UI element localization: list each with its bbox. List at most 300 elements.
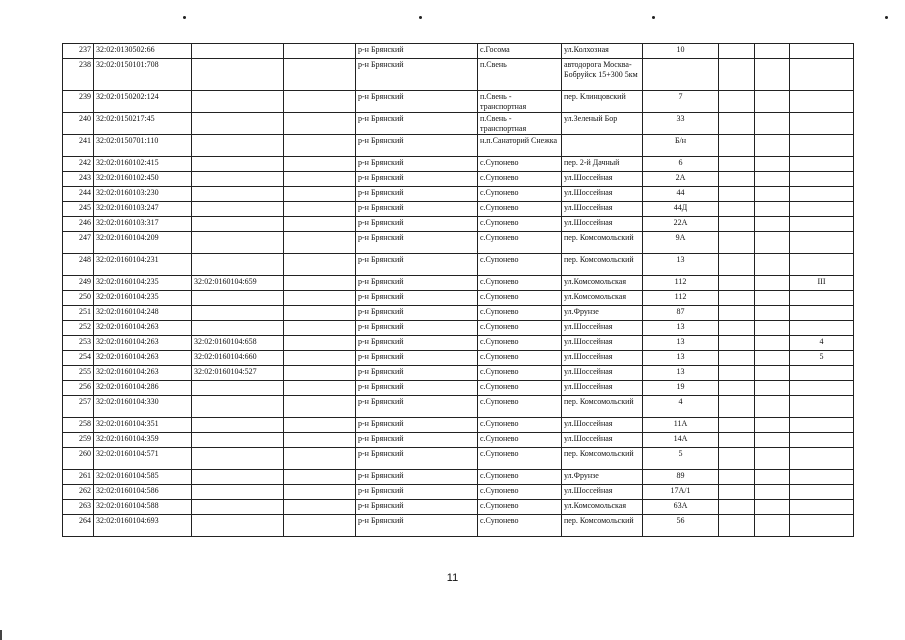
locality-cell: с.Супонево bbox=[478, 254, 562, 276]
empty-cell bbox=[755, 470, 790, 485]
empty-cell bbox=[755, 291, 790, 306]
apartment-cell bbox=[790, 485, 854, 500]
district-cell: р-н Брянский bbox=[356, 336, 478, 351]
cadastral-number: 32:02:0160104:588 bbox=[94, 500, 192, 515]
empty-cell bbox=[719, 91, 755, 113]
locality-cell: с.Супонево bbox=[478, 172, 562, 187]
locality-cell: с.Супонево bbox=[478, 336, 562, 351]
empty-cell bbox=[755, 135, 790, 157]
empty-cell bbox=[719, 276, 755, 291]
empty-cell bbox=[719, 217, 755, 232]
empty-cell bbox=[284, 485, 356, 500]
empty-cell bbox=[284, 135, 356, 157]
empty-cell bbox=[284, 44, 356, 59]
cadastral-number: 32:02:0160104:235 bbox=[94, 291, 192, 306]
locality-cell: с.Супонево bbox=[478, 351, 562, 366]
cadastral-number: 32:02:0160104:248 bbox=[94, 306, 192, 321]
street-cell: ул.Зеленый Бор bbox=[562, 113, 643, 135]
row-number: 258 bbox=[63, 418, 94, 433]
locality-cell: с.Супонево bbox=[478, 418, 562, 433]
locality-cell: с.Супонево bbox=[478, 515, 562, 537]
empty-cell bbox=[755, 254, 790, 276]
locality-cell: с.Супонево bbox=[478, 381, 562, 396]
table-row bbox=[63, 217, 854, 232]
house-number-cell: 7 bbox=[643, 91, 719, 113]
apartment-cell bbox=[790, 396, 854, 418]
locality-cell: п.Свень bbox=[478, 59, 562, 91]
empty-cell bbox=[284, 336, 356, 351]
related-cadastral-number: 32:02:0160104:658 bbox=[192, 336, 284, 351]
house-number-cell: 11А bbox=[643, 418, 719, 433]
table-row bbox=[63, 515, 854, 537]
district-cell: р-н Брянский bbox=[356, 351, 478, 366]
locality-cell: с.Супонево bbox=[478, 433, 562, 448]
binder-dot-2 bbox=[419, 16, 422, 19]
related-cadastral-number bbox=[192, 232, 284, 254]
row-number: 263 bbox=[63, 500, 94, 515]
empty-cell bbox=[755, 396, 790, 418]
empty-cell bbox=[719, 291, 755, 306]
empty-cell bbox=[755, 113, 790, 135]
district-cell: р-н Брянский bbox=[356, 172, 478, 187]
empty-cell bbox=[284, 351, 356, 366]
cadastral-number: 32:02:0160104:263 bbox=[94, 351, 192, 366]
cadastral-number: 32:02:0160104:693 bbox=[94, 515, 192, 537]
related-cadastral-number bbox=[192, 515, 284, 537]
related-cadastral-number bbox=[192, 291, 284, 306]
empty-cell bbox=[284, 187, 356, 202]
apartment-cell bbox=[790, 515, 854, 537]
street-cell: ул.Шоссейная bbox=[562, 433, 643, 448]
locality-cell: н.п.Санаторий Снежка bbox=[478, 135, 562, 157]
cadastral-number: 32:02:0160104:586 bbox=[94, 485, 192, 500]
row-number: 237 bbox=[63, 44, 94, 59]
row-number: 248 bbox=[63, 254, 94, 276]
cadastral-number: 32:02:0160104:585 bbox=[94, 470, 192, 485]
street-cell: ул.Шоссейная bbox=[562, 418, 643, 433]
related-cadastral-number bbox=[192, 44, 284, 59]
empty-cell bbox=[719, 351, 755, 366]
row-number: 253 bbox=[63, 336, 94, 351]
empty-cell bbox=[719, 172, 755, 187]
empty-cell bbox=[755, 418, 790, 433]
house-number-cell: 89 bbox=[643, 470, 719, 485]
apartment-cell: 4 bbox=[790, 336, 854, 351]
table-row bbox=[63, 44, 854, 59]
house-number-cell: 13 bbox=[643, 321, 719, 336]
apartment-cell bbox=[790, 418, 854, 433]
apartment-cell bbox=[790, 448, 854, 470]
house-number-cell: 19 bbox=[643, 381, 719, 396]
empty-cell bbox=[755, 44, 790, 59]
apartment-cell bbox=[790, 44, 854, 59]
empty-cell bbox=[755, 485, 790, 500]
table-row bbox=[63, 91, 854, 113]
table-row bbox=[63, 366, 854, 381]
empty-cell bbox=[755, 515, 790, 537]
empty-cell bbox=[719, 418, 755, 433]
house-number-cell: 87 bbox=[643, 306, 719, 321]
table-row bbox=[63, 418, 854, 433]
locality-cell: с.Супонево bbox=[478, 470, 562, 485]
row-number: 249 bbox=[63, 276, 94, 291]
locality-cell: с.Супонево bbox=[478, 500, 562, 515]
cadastral-number: 32:02:0160104:231 bbox=[94, 254, 192, 276]
row-number: 245 bbox=[63, 202, 94, 217]
related-cadastral-number bbox=[192, 306, 284, 321]
locality-cell: с.Супонево bbox=[478, 276, 562, 291]
empty-cell bbox=[284, 366, 356, 381]
related-cadastral-number bbox=[192, 254, 284, 276]
house-number-cell: 56 bbox=[643, 515, 719, 537]
related-cadastral-number bbox=[192, 381, 284, 396]
empty-cell bbox=[284, 515, 356, 537]
apartment-cell bbox=[790, 157, 854, 172]
empty-cell bbox=[284, 157, 356, 172]
district-cell: р-н Брянский bbox=[356, 485, 478, 500]
apartment-cell bbox=[790, 470, 854, 485]
locality-cell: с.Госома bbox=[478, 44, 562, 59]
empty-cell bbox=[719, 500, 755, 515]
empty-cell bbox=[284, 433, 356, 448]
street-cell: ул.Колхозная bbox=[562, 44, 643, 59]
house-number-cell: 22А bbox=[643, 217, 719, 232]
empty-cell bbox=[755, 202, 790, 217]
street-cell: ул.Шоссейная bbox=[562, 366, 643, 381]
row-number: 243 bbox=[63, 172, 94, 187]
table-row bbox=[63, 276, 854, 291]
empty-cell bbox=[755, 351, 790, 366]
related-cadastral-number bbox=[192, 396, 284, 418]
locality-cell: с.Супонево bbox=[478, 485, 562, 500]
empty-cell bbox=[719, 448, 755, 470]
table-row bbox=[63, 232, 854, 254]
cadastral-number: 32:02:0160104:286 bbox=[94, 381, 192, 396]
binder-dot-3 bbox=[652, 16, 655, 19]
cadastral-number: 32:02:0130502:66 bbox=[94, 44, 192, 59]
district-cell: р-н Брянский bbox=[356, 202, 478, 217]
street-cell: ул.Шоссейная bbox=[562, 381, 643, 396]
district-cell: р-н Брянский bbox=[356, 232, 478, 254]
row-number: 256 bbox=[63, 381, 94, 396]
row-number: 254 bbox=[63, 351, 94, 366]
locality-cell: с.Супонево bbox=[478, 321, 562, 336]
row-number: 246 bbox=[63, 217, 94, 232]
row-number: 250 bbox=[63, 291, 94, 306]
apartment-cell bbox=[790, 113, 854, 135]
table-row bbox=[63, 202, 854, 217]
district-cell: р-н Брянский bbox=[356, 91, 478, 113]
locality-cell: с.Супонево bbox=[478, 291, 562, 306]
empty-cell bbox=[719, 381, 755, 396]
row-number: 242 bbox=[63, 157, 94, 172]
street-cell: пер. Комсомольский bbox=[562, 448, 643, 470]
street-cell: пер. Комсомольский bbox=[562, 232, 643, 254]
district-cell: р-н Брянский bbox=[356, 470, 478, 485]
street-cell: ул.Фрунзе bbox=[562, 470, 643, 485]
apartment-cell: III bbox=[790, 276, 854, 291]
district-cell: р-н Брянский bbox=[356, 254, 478, 276]
locality-cell: с.Супонево bbox=[478, 202, 562, 217]
district-cell: р-н Брянский bbox=[356, 59, 478, 91]
empty-cell bbox=[284, 381, 356, 396]
house-number-cell: 112 bbox=[643, 276, 719, 291]
street-cell: ул.Комсомольская bbox=[562, 276, 643, 291]
cadastral-number: 32:02:0150701:110 bbox=[94, 135, 192, 157]
cadastral-number: 32:02:0160104:263 bbox=[94, 321, 192, 336]
street-cell: ул.Шоссейная bbox=[562, 485, 643, 500]
related-cadastral-number bbox=[192, 187, 284, 202]
street-cell bbox=[562, 135, 643, 157]
district-cell: р-н Брянский bbox=[356, 157, 478, 172]
row-number: 262 bbox=[63, 485, 94, 500]
house-number-cell: 44Д bbox=[643, 202, 719, 217]
house-number-cell: 13 bbox=[643, 254, 719, 276]
cadastral-number: 32:02:0150202:124 bbox=[94, 91, 192, 113]
district-cell: р-н Брянский bbox=[356, 187, 478, 202]
locality-cell: с.Супонево bbox=[478, 366, 562, 381]
row-number: 251 bbox=[63, 306, 94, 321]
empty-cell bbox=[284, 254, 356, 276]
apartment-cell bbox=[790, 202, 854, 217]
street-cell: пер. Комсомольский bbox=[562, 515, 643, 537]
related-cadastral-number bbox=[192, 433, 284, 448]
locality-cell: с.Супонево bbox=[478, 232, 562, 254]
empty-cell bbox=[755, 448, 790, 470]
district-cell: р-н Брянский bbox=[356, 44, 478, 59]
table-row bbox=[63, 485, 854, 500]
apartment-cell bbox=[790, 306, 854, 321]
empty-cell bbox=[755, 433, 790, 448]
related-cadastral-number bbox=[192, 418, 284, 433]
empty-cell bbox=[284, 321, 356, 336]
empty-cell bbox=[284, 448, 356, 470]
district-cell: р-н Брянский bbox=[356, 291, 478, 306]
table-row bbox=[63, 336, 854, 351]
district-cell: р-н Брянский bbox=[356, 113, 478, 135]
empty-cell bbox=[284, 232, 356, 254]
house-number-cell: 17А/1 bbox=[643, 485, 719, 500]
empty-cell bbox=[755, 187, 790, 202]
empty-cell bbox=[755, 500, 790, 515]
row-number: 257 bbox=[63, 396, 94, 418]
empty-cell bbox=[719, 336, 755, 351]
table-row bbox=[63, 306, 854, 321]
locality-cell: с.Супонево bbox=[478, 187, 562, 202]
apartment-cell bbox=[790, 366, 854, 381]
cadastral-number: 32:02:0160103:317 bbox=[94, 217, 192, 232]
related-cadastral-number bbox=[192, 157, 284, 172]
street-cell: пер. Клинцовский bbox=[562, 91, 643, 113]
house-number-cell: 112 bbox=[643, 291, 719, 306]
empty-cell bbox=[719, 113, 755, 135]
house-number-cell: 5 bbox=[643, 448, 719, 470]
table-row bbox=[63, 381, 854, 396]
apartment-cell bbox=[790, 232, 854, 254]
row-number: 259 bbox=[63, 433, 94, 448]
district-cell: р-н Брянский bbox=[356, 396, 478, 418]
apartment-cell: 5 bbox=[790, 351, 854, 366]
apartment-cell bbox=[790, 91, 854, 113]
district-cell: р-н Брянский bbox=[356, 321, 478, 336]
district-cell: р-н Брянский bbox=[356, 217, 478, 232]
related-cadastral-number bbox=[192, 135, 284, 157]
table-row bbox=[63, 291, 854, 306]
cadastral-number: 32:02:0160104:209 bbox=[94, 232, 192, 254]
empty-cell bbox=[755, 321, 790, 336]
street-cell: пер. Комсомольский bbox=[562, 396, 643, 418]
street-cell: ул.Шоссейная bbox=[562, 351, 643, 366]
empty-cell bbox=[719, 396, 755, 418]
empty-cell bbox=[719, 254, 755, 276]
related-cadastral-number bbox=[192, 500, 284, 515]
empty-cell bbox=[284, 276, 356, 291]
house-number-cell: 13 bbox=[643, 351, 719, 366]
row-number: 255 bbox=[63, 366, 94, 381]
empty-cell bbox=[755, 91, 790, 113]
apartment-cell bbox=[790, 187, 854, 202]
apartment-cell bbox=[790, 59, 854, 91]
house-number-cell: 33 bbox=[643, 113, 719, 135]
empty-cell bbox=[284, 396, 356, 418]
cadastral-number: 32:02:0160103:247 bbox=[94, 202, 192, 217]
house-number-cell: Б/н bbox=[643, 135, 719, 157]
cadastral-number: 32:02:0150101:708 bbox=[94, 59, 192, 91]
related-cadastral-number: 32:02:0160104:527 bbox=[192, 366, 284, 381]
street-cell: автодорога Москва-Бобруйск 15+300 5км bbox=[562, 59, 643, 91]
table-row bbox=[63, 448, 854, 470]
house-number-cell: 63А bbox=[643, 500, 719, 515]
house-number-cell: 14А bbox=[643, 433, 719, 448]
street-cell: пер. 2-й Дачный bbox=[562, 157, 643, 172]
locality-cell: с.Супонево bbox=[478, 157, 562, 172]
house-number-cell: 44 bbox=[643, 187, 719, 202]
table-row bbox=[63, 470, 854, 485]
cadastral-number: 32:02:0160104:263 bbox=[94, 336, 192, 351]
cadastral-number: 32:02:0160102:450 bbox=[94, 172, 192, 187]
related-cadastral-number bbox=[192, 91, 284, 113]
empty-cell bbox=[755, 172, 790, 187]
cadastral-number: 32:02:0160104:235 bbox=[94, 276, 192, 291]
locality-cell: с.Супонево bbox=[478, 306, 562, 321]
empty-cell bbox=[719, 157, 755, 172]
empty-cell bbox=[284, 113, 356, 135]
apartment-cell bbox=[790, 172, 854, 187]
empty-cell bbox=[284, 202, 356, 217]
row-number: 244 bbox=[63, 187, 94, 202]
empty-cell bbox=[719, 515, 755, 537]
district-cell: р-н Брянский bbox=[356, 135, 478, 157]
empty-cell bbox=[284, 59, 356, 91]
page-number: 11 bbox=[446, 572, 459, 584]
related-cadastral-number bbox=[192, 470, 284, 485]
cadastral-number: 32:02:0160104:359 bbox=[94, 433, 192, 448]
binder-dot-4 bbox=[885, 16, 888, 19]
row-number: 239 bbox=[63, 91, 94, 113]
cadastral-number: 32:02:0160104:263 bbox=[94, 366, 192, 381]
table-row bbox=[63, 172, 854, 187]
empty-cell bbox=[284, 291, 356, 306]
apartment-cell bbox=[790, 254, 854, 276]
apartment-cell bbox=[790, 381, 854, 396]
table-row bbox=[63, 500, 854, 515]
street-cell: ул.Шоссейная bbox=[562, 336, 643, 351]
district-cell: р-н Брянский bbox=[356, 418, 478, 433]
row-number: 241 bbox=[63, 135, 94, 157]
address-registry-table bbox=[62, 43, 854, 537]
district-cell: р-н Брянский bbox=[356, 515, 478, 537]
related-cadastral-number bbox=[192, 172, 284, 187]
row-number: 261 bbox=[63, 470, 94, 485]
table-row bbox=[63, 59, 854, 91]
empty-cell bbox=[719, 306, 755, 321]
locality-cell: п.Свень - транспортная bbox=[478, 91, 562, 113]
district-cell: р-н Брянский bbox=[356, 366, 478, 381]
street-cell: ул.Комсомольская bbox=[562, 291, 643, 306]
house-number-cell: 2А bbox=[643, 172, 719, 187]
empty-cell bbox=[284, 172, 356, 187]
apartment-cell bbox=[790, 500, 854, 515]
empty-cell bbox=[719, 232, 755, 254]
house-number-cell: 13 bbox=[643, 366, 719, 381]
related-cadastral-number bbox=[192, 113, 284, 135]
locality-cell: с.Супонево bbox=[478, 448, 562, 470]
table-row bbox=[63, 254, 854, 276]
related-cadastral-number bbox=[192, 485, 284, 500]
empty-cell bbox=[755, 217, 790, 232]
apartment-cell bbox=[790, 321, 854, 336]
related-cadastral-number bbox=[192, 448, 284, 470]
street-cell: ул.Шоссейная bbox=[562, 202, 643, 217]
table-row bbox=[63, 135, 854, 157]
table-row bbox=[63, 157, 854, 172]
apartment-cell bbox=[790, 433, 854, 448]
cadastral-number: 32:02:0160102:415 bbox=[94, 157, 192, 172]
empty-cell bbox=[719, 187, 755, 202]
empty-cell bbox=[755, 276, 790, 291]
scan-edge-mark bbox=[0, 630, 2, 640]
empty-cell bbox=[719, 485, 755, 500]
empty-cell bbox=[755, 232, 790, 254]
house-number-cell: 13 bbox=[643, 336, 719, 351]
cadastral-number: 32:02:0160103:230 bbox=[94, 187, 192, 202]
locality-cell: с.Супонево bbox=[478, 396, 562, 418]
locality-cell: с.Супонево bbox=[478, 217, 562, 232]
row-number: 264 bbox=[63, 515, 94, 537]
empty-cell bbox=[284, 91, 356, 113]
street-cell: пер. Комсомольский bbox=[562, 254, 643, 276]
empty-cell bbox=[719, 470, 755, 485]
table-row bbox=[63, 433, 854, 448]
empty-cell bbox=[284, 306, 356, 321]
row-number: 247 bbox=[63, 232, 94, 254]
row-number: 238 bbox=[63, 59, 94, 91]
empty-cell bbox=[719, 433, 755, 448]
empty-cell bbox=[719, 44, 755, 59]
cadastral-number: 32:02:0150217:45 bbox=[94, 113, 192, 135]
empty-cell bbox=[755, 366, 790, 381]
house-number-cell: 6 bbox=[643, 157, 719, 172]
table-row bbox=[63, 187, 854, 202]
table-row bbox=[63, 351, 854, 366]
district-cell: р-н Брянский bbox=[356, 306, 478, 321]
related-cadastral-number bbox=[192, 217, 284, 232]
district-cell: р-н Брянский bbox=[356, 448, 478, 470]
registry-body bbox=[63, 44, 854, 537]
row-number: 240 bbox=[63, 113, 94, 135]
house-number-cell: 10 bbox=[643, 44, 719, 59]
related-cadastral-number: 32:02:0160104:659 bbox=[192, 276, 284, 291]
